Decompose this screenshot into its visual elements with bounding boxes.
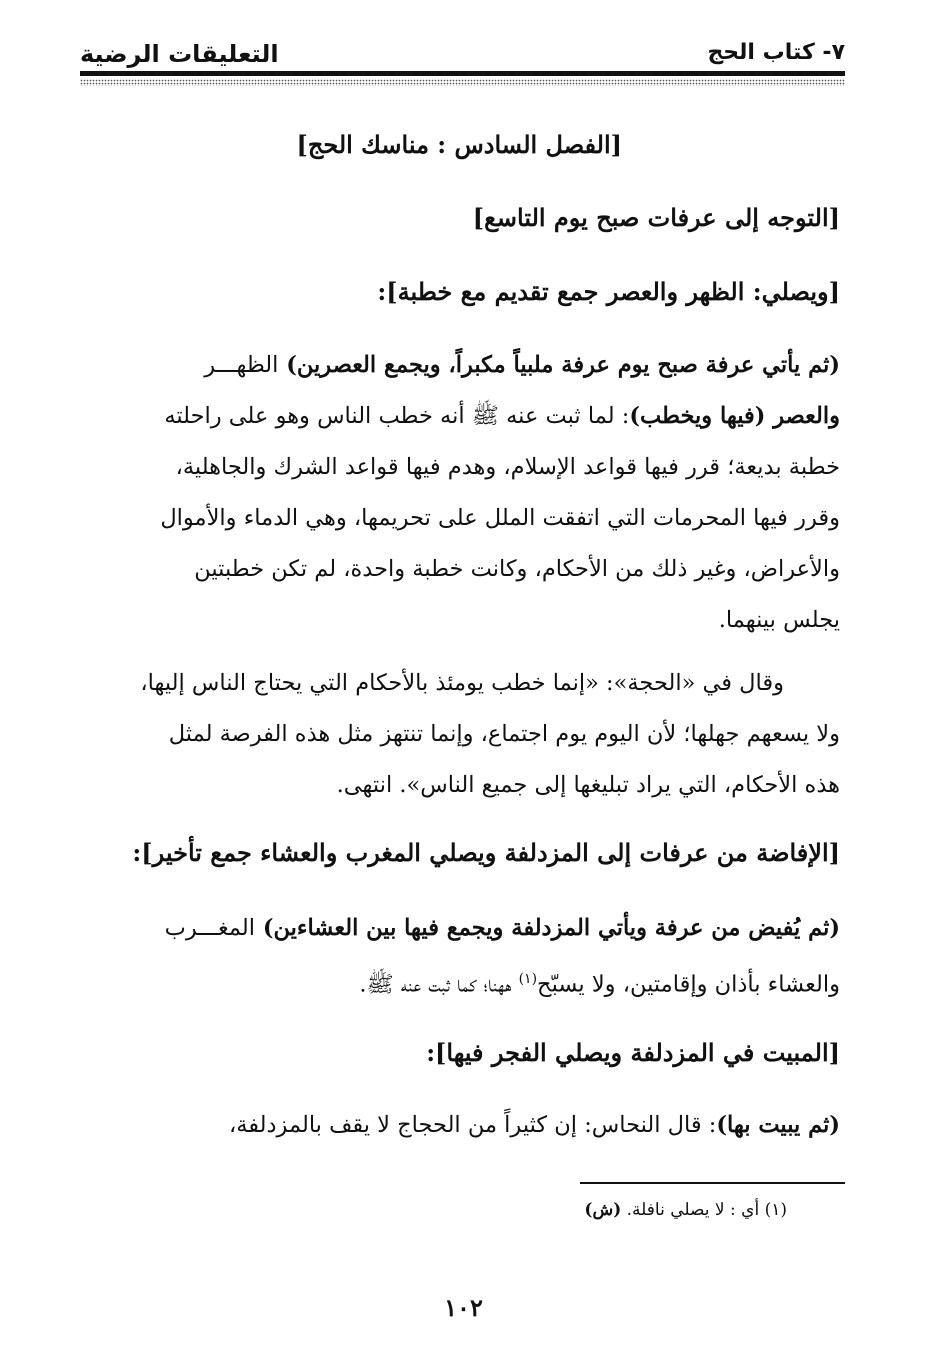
matn-text: (ثم يأتي عرفة صبح يوم عرفة ملبياً مكبراً، ويجمع العصرين) [278, 352, 840, 378]
sharh-text: : لما ثبت عنه ﷺ أنه خطب الناس وهو على راحلته [164, 403, 630, 429]
text-line [82, 1100, 840, 1151]
header-rule [80, 71, 845, 76]
footnote-text: (١) أي : لا يصلي نافلة. [626, 1200, 787, 1220]
text-line: خطبة بديعة؛ قرر فيها قواعد الإسلام، وهدم فيها قواعد الشرك والجاهلية، [175, 454, 840, 480]
section-heading: [الفصل السادس : مناسك الحج] [296, 130, 622, 159]
text-line: هذه الأحكام، التي يراد تبليغها إلى جميع الناس». انتهى. [336, 772, 840, 798]
footnote-tag: (ش) [584, 1200, 622, 1220]
chapter-title: ٧- كتاب الحج [707, 40, 845, 65]
subheading-prayer: [ويصلي: الظهر والعصر جمع تقديم مع خطبة]: [377, 277, 840, 306]
text-line [82, 954, 840, 1011]
sharh-text: الظهـــر [204, 352, 279, 378]
text-line [82, 903, 840, 954]
matn-text: والعصر (فيها ويخطب) [629, 403, 840, 429]
matn-text: (ثم يبيت بها) [716, 1112, 840, 1138]
text-line: يجلس بينهما. [718, 607, 840, 633]
paragraph-muzdalifa [82, 903, 840, 1011]
paragraph-arafat [82, 340, 840, 646]
paragraph-hujja-quote [82, 658, 840, 811]
text-line: والأعراض، وغير ذلك من الأحكام، وكانت خطبة واحدة، لم تكن خطبتين [194, 556, 840, 582]
sharh-text: والعشاء بأذان وإقامتين، ولا يسبّح [537, 971, 840, 998]
subheading-mabit: [المبيت في المزدلفة ويصلي الفجر فيها]: [426, 1038, 840, 1067]
footnote [584, 1200, 787, 1220]
text-line: وقرر فيها المحرمات التي اتفقت الملل على تحريمها، وهي الدماء والأموال [160, 505, 840, 531]
paragraph-mabit [82, 1100, 840, 1151]
subheading-arafat: [التوجه إلى عرفات صبح يوم التاسع] [472, 203, 840, 232]
matn-text: (ثم يُفيض من عرفة ويأتي المزدلفة ويجمع فيها بين العشاءين) [255, 915, 840, 941]
footnote-marker[interactable]: (١) [518, 971, 538, 987]
book-title: التعليقات الرضية [80, 40, 279, 68]
header-dotted-rule [80, 79, 845, 86]
sharh-text: : قال النحاس: إن كثيراً من الحجاج لا يقف بالمزدلفة، [228, 1112, 717, 1138]
page-number: ١٠٢ [444, 1293, 483, 1322]
text-line [82, 391, 840, 442]
footnote-separator [580, 1182, 845, 1184]
text-line [82, 340, 840, 391]
subheading-ifada: [الإفاضة من عرفات إلى المزدلفة ويصلي المغرب والعشاء جمع تأخير]: [132, 838, 840, 867]
sharh-text: المغـــرب [164, 915, 255, 941]
text-line: ولا يسعهم جهلها؛ لأن اليوم يوم اجتماع، وإنما تنتهز مثل هذه الفرصة لمثل [168, 721, 840, 747]
sharh-text: ههنا؛ كما ثبت عنه ﷺ. [359, 971, 519, 998]
text-line: وقال في «الحجة»: «إنما خطب يومئذ بالأحكام التي يحتاج الناس إليها، [140, 670, 784, 696]
running-header [80, 40, 845, 70]
